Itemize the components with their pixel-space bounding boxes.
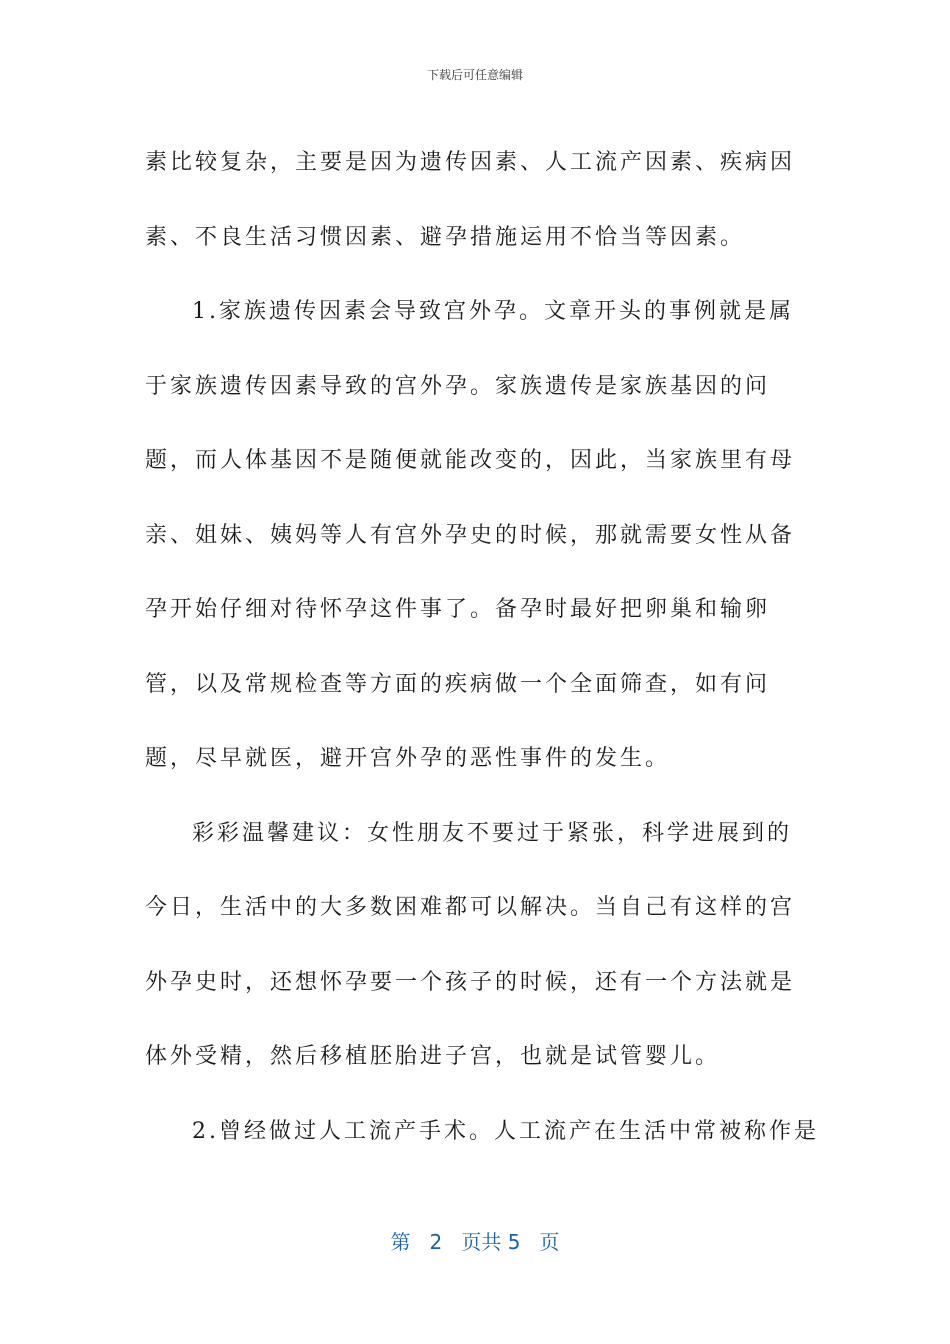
paragraph-causes-intro: 素比较复杂，主要是因为遗传因素、人工流产因素、疾病因素、不良生活习惯因素、避孕措施运用不恰当等因素。 (145, 150, 796, 250)
page-footer (0, 1226, 950, 1255)
page-label-middle: 页共 (461, 1230, 502, 1254)
paragraph-warm-advice: 彩彩温馨建议：女性朋友不要过于紧张，科学进展到的今日，生活中的大多数困难都可以解决。当自己有这样的宫外孕史时，还想怀孕要一个孩子的时候，还有一个方法就是体外受精，然后移植胚胎进子宫，也就是试管婴儿。 (145, 820, 796, 1069)
page-label-prefix: 第 (390, 1230, 411, 1254)
document-body (145, 126, 819, 1169)
page-header-note: 下载后可任意编辑 (426, 68, 523, 82)
paragraph-abortion-history: 2.曾经做过人工流产手术。人工流产在生活中常被称作是 (192, 1118, 819, 1144)
page-total-number: 5 (507, 1230, 521, 1254)
page-label-suffix: 页 (539, 1230, 560, 1254)
paragraph-family-heredity: 1.家族遗传因素会导致宫外孕。文章开头的事例就是属于家族遗传因素导致的宫外孕。家族遗传是家族基因的问题，而人体基因不是随便就能改变的，因此，当家族里有母亲、姐妹、姨妈等人有宫外孕史的时候，那就需要女性从备孕开始仔细对待怀孕这件事了。备孕时最好把卵巢和输卵管，以及常规检查等方面的疾病做一个全面筛查，如有问题，尽早就医，避开宫外孕的恶性事件的发生。 (145, 299, 796, 771)
page-current-number: 2 (429, 1230, 443, 1254)
